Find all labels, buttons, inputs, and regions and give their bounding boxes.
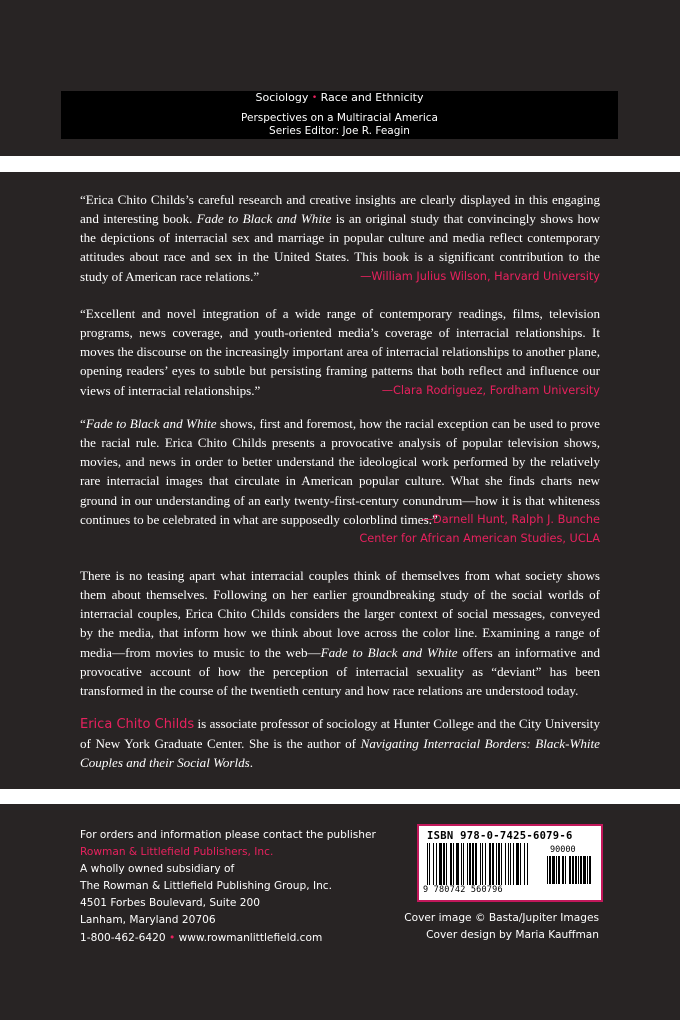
quote-3-book-title: Fade to Black and White <box>85 416 217 431</box>
category-race-ethnicity: Race and Ethnicity <box>320 91 424 104</box>
series-editor: Series Editor: Joe R. Feagin <box>269 125 410 137</box>
author-previous-book: Navigating Interracial Borders: Black-White Couples and their Social Worlds <box>80 736 600 771</box>
barcode-bar <box>429 843 430 885</box>
barcode-bar <box>589 856 591 884</box>
barcode-bar <box>565 856 566 884</box>
barcode-bar <box>475 843 477 885</box>
barcode-bar <box>492 843 494 885</box>
barcode-bar <box>436 843 437 885</box>
quote-2-text: “Excellent and novel integration of a wide range of contemporary readings, films, television programs, news coverage, and youth-oriented media’s coverage of interracial relationships. It moves the discourse on the increasingly important area of interracial relationships to another plane, opening readers’ eyes to subtle but persisting framing patterns that both reflect and influence our views of interracial relationships.” <box>80 306 600 398</box>
barcode-bar <box>501 843 502 885</box>
barcode-bar <box>508 843 509 885</box>
addon-digits: 90000 <box>550 845 576 855</box>
bullet-icon: • <box>311 93 318 103</box>
subsidiary-line: A wholly owned subsidiary of <box>80 863 235 876</box>
barcode-bar <box>472 843 474 885</box>
barcode-bar <box>482 843 483 885</box>
barcode-bar <box>446 843 447 885</box>
ean-digits: 9 780742 560796 <box>423 885 503 895</box>
parent-company: The Rowman & Littlefield Publishing Group, Inc. <box>80 880 332 893</box>
barcode-bar <box>578 856 579 884</box>
barcode-bar <box>524 843 525 885</box>
bullet-icon: • <box>168 931 176 944</box>
quote-3-attribution-2: Center for African American Studies, UCLA <box>359 531 600 545</box>
publisher-name: Rowman & Littlefield Publishers, Inc. <box>80 846 274 859</box>
publisher-contact <box>80 827 376 947</box>
author-bio-text: is associate professor of sociology at Hunter College and the City University of New York Graduate Center. She is the author of <box>80 716 600 752</box>
description-book-title: Fade to Black and White <box>320 644 458 660</box>
barcode-bar <box>463 843 464 885</box>
address-street: 4501 Forbes Boulevard, Suite 200 <box>80 897 260 910</box>
barcode-bar <box>580 856 582 884</box>
category-sociology: Sociology <box>255 91 309 104</box>
barcode-bar <box>552 856 555 884</box>
barcode-bar <box>450 843 452 885</box>
cover-image-credit: Cover image © Basta/Jupiter Images <box>404 912 599 924</box>
quote-3 <box>80 414 600 548</box>
series-title: Perspectives on a Multiracial America <box>241 112 438 124</box>
barcode-bar <box>456 843 459 885</box>
quote-1 <box>80 190 600 286</box>
barcode-bar <box>453 843 454 885</box>
barcode-bar <box>485 843 486 885</box>
barcode-bar <box>498 843 500 885</box>
isbn-barcode <box>417 824 603 902</box>
barcode-bar <box>467 843 468 885</box>
barcode-bar <box>516 843 519 885</box>
barcode-bar <box>520 843 521 885</box>
quote-1-text-a: “Erica Chito Childs’s careful research and creative insights are clearly displayed in this engaging and interesting book. <box>80 192 600 227</box>
barcode-bar <box>583 856 586 884</box>
barcode-bar <box>469 843 471 885</box>
description-text-a: There is no teasing apart what interracial couples think of themselves from what society shows them about themselves. Following on her earlier groundbreaking study of the social worlds of interracial couples, Erica Chito Childs considers the larger context of social messages, conveyed by the media, that inform how we think about love across the color line. Examining a range of media—from movies to music to the web— <box>80 568 600 660</box>
barcode-bar <box>556 856 557 884</box>
website-link[interactable]: www.rowmanlittlefield.com <box>178 931 323 944</box>
barcode-bar <box>527 843 528 885</box>
address-city: Lanham, Maryland 20706 <box>80 914 216 927</box>
quote-1-book-title: Fade to Black and White <box>196 211 332 227</box>
barcode-bar <box>513 843 514 885</box>
barcode-bar <box>510 843 511 885</box>
barcode-bar <box>587 856 588 884</box>
barcode-bar <box>489 843 491 885</box>
barcode-bar <box>558 856 560 884</box>
quote-2-attribution: —Clara Rodriguez, Fordham University <box>381 383 600 397</box>
cover-credits <box>404 910 599 944</box>
author-bio <box>80 714 600 772</box>
barcode-bar <box>547 856 548 884</box>
divider-bar-bottom <box>0 789 680 804</box>
barcode-bar <box>496 843 497 885</box>
barcode-bar <box>439 843 442 885</box>
author-name: Erica Chito Childs <box>80 717 195 732</box>
barcode-bar <box>433 843 434 885</box>
quote-3-attribution-1: —Darnell Hunt, Ralph J. Bunche <box>421 512 600 526</box>
author-bio-end: . <box>249 755 254 771</box>
quote-1-text-b: is an original study that convincingly shows how the depictions of interracial sex and marriage in popular culture and media reflect contemporary attitudes about race and sex in the United States. This book is a significant contribution to the study of American race relations.” <box>80 211 600 284</box>
barcode-bar <box>461 843 462 885</box>
divider-bar-top <box>0 156 680 172</box>
barcode-bar <box>562 856 564 884</box>
barcode-bar <box>572 856 574 884</box>
barcode-bar <box>505 843 506 885</box>
barcode-bar <box>427 843 428 885</box>
isbn-text: ISBN 978-0-7425-6079-6 <box>427 830 573 842</box>
addon-barcode-icon <box>547 856 593 888</box>
phone-website-line <box>80 930 376 947</box>
series-band <box>61 91 618 139</box>
quote-3-open: “ <box>80 416 86 431</box>
ean-barcode-icon <box>427 843 542 887</box>
barcode-bar <box>549 856 551 884</box>
book-description <box>80 566 600 700</box>
contact-intro: For orders and information please contact the publisher <box>80 829 376 841</box>
quote-1-attribution: —William Julius Wilson, Harvard University <box>360 269 600 283</box>
description-text-b: offers an informative and provocative account of how the perception of interracial sexuality as “deviant” has been transformed in the course of the twentieth century and how race relations are understood today. <box>80 644 600 698</box>
barcode-bar <box>443 843 445 885</box>
category-line <box>61 91 618 106</box>
quote-2 <box>80 304 600 400</box>
phone-number: 1-800-462-6420 <box>80 931 166 944</box>
barcode-bar <box>575 856 577 884</box>
cover-design-credit: Cover design by Maria Kauffman <box>426 929 599 942</box>
quote-3-text: shows, first and foremost, how the racial exception can be used to prove the racial rule. Erica Chito Childs presents a provocative analysis of popular television shows, movies, and news in order to better understand the ideological work performed by the relatively rare interracial images that circulate in American popular culture. What she finds charts new ground in our understanding of an early twenty-first-century conundrum—how it is that whiteness continues to be celebrated in what are supposedly colorblind times.” <box>80 416 600 527</box>
barcode-bar <box>480 843 481 885</box>
barcode-bar <box>569 856 571 884</box>
